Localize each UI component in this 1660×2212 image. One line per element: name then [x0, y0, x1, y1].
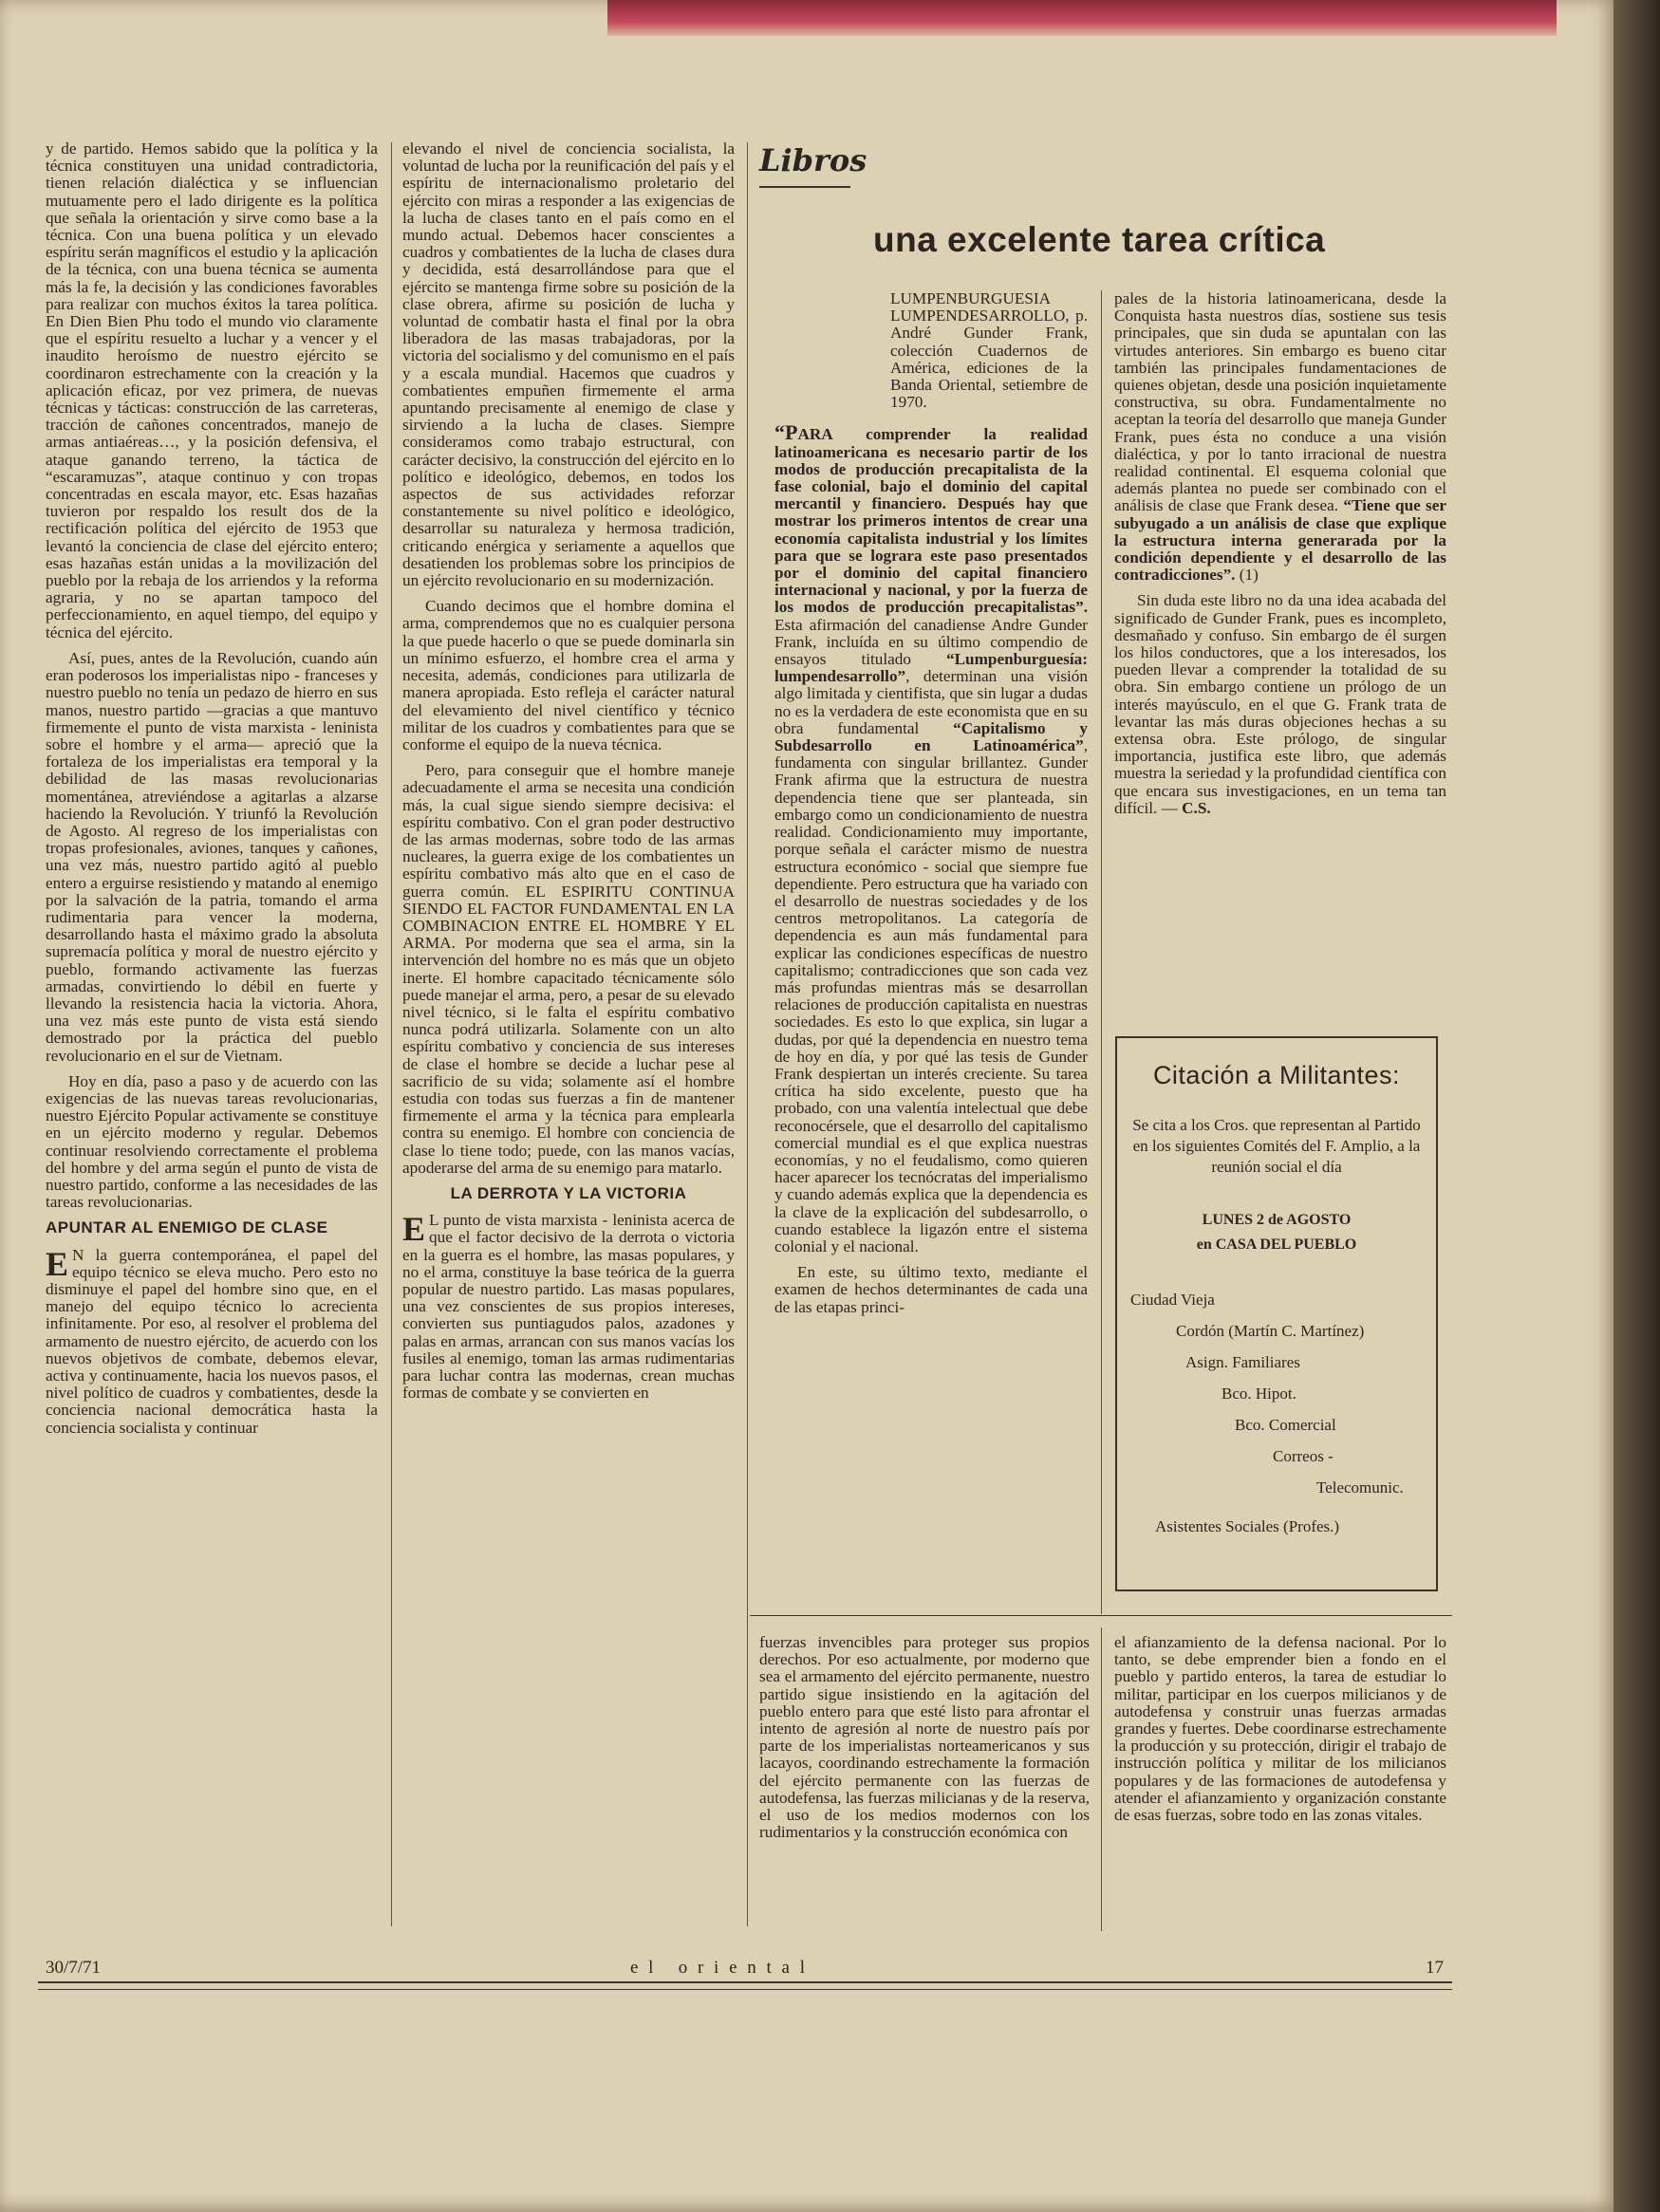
notice-place: Cordón (Martín C. Martínez)	[1176, 1322, 1365, 1340]
book-title-2: “Capitalismo y Subdesarrollo en Latinoamérica”	[774, 718, 1089, 755]
notice-title: Citación a Militantes:	[1152, 1061, 1401, 1089]
section-label: Libros	[759, 142, 867, 178]
notice-box	[1115, 1036, 1438, 1591]
review-paragraph-4	[1114, 592, 1446, 817]
col2-paragraph-3c: Por moderna que sea el arma, sin la intervención del hombre no es más que un objeto inerte. El hombre capacitado técnicamente sólo puede manejar el arma, pero, a pesar de su elevado nivel técnico, si le falta el espíritu combativo nunca podrá utilizarla. Solamente con un alto espíritu combativo y conciencia de sus intereses de clase el hombre se decide a luchar pese al sacrificio de su vida; solamente así el hombre estudia con todas sus fuerzas a fin de mantener firmemente el arma y la técnica para emplearla contra su enemigo. El hombre con conciencia de clase lo tiene todo; puede, con las manos vacías, apoderarse del arma de su enemigo para matarlo.	[402, 934, 735, 1177]
col2-paragraph-1: elevando el nivel de conciencia socialista, la voluntad de lucha por la reunificación del país y el espíritu de internacionalismo proletario del ejército con miras a responder a las exigencias de la lucha de clases tanto en el país como en el mundo actual. Debemos hacer conscientes a cuadros y combatientes de la lucha de clases dura y decidida, está desarrollándose para que el ejército se mantenga firme sobre su posición de la clase obrera, afirme su posición de lucha y voluntad de combatir hasta el final por la obra liberadora de las masas trabajadoras, por la victoria del socialismo y del comunismo en el país y a escala mundial. Hacemos que cuadros y combatientes empuñen firmemente el arma apuntando precisamente al enemigo de clase y sirviendo a la lucha de clases. Siempre consideramos como trabajo estructural, con carácter decisivo, la construcción del ejército en lo político e ideológico, debemos, en todos los aspectos de sus actividades reforzar constantemente su nivel político e ideológico, desarrollar su naturaleza y hermosa tradición, criticando enérgica y seriamente a aquellos que desatienden los problemas sobre los principios de un ejército revolucionario en su modernización.	[402, 139, 735, 590]
review-text-4: pales de la historia latinoamericana, desde la Conquista hasta nuestros días, sostiene sus tesis principales, que sin duda se apuntalan con las virtudes anteriores. Sin embargo es bueno citar también las principales fundamentaciones de quienes objetan, desde una posición inquietamente constructiva, su obra. Fundamentalmente no aceptan la teoría del desarrollo que maneja Gunder Frank, pues ésta no conduce a una visión dialéctica, y por lo tanto irracional de nuestra realidad continental. El esquema colonial que además plantea no puede ser combinado con el análisis de clase que Frank desea.	[1114, 289, 1446, 515]
notice-place: Asign. Familiares	[1185, 1353, 1300, 1371]
col2-paragraph-4	[402, 1212, 735, 1402]
col2-paragraph-3-emphasis: EL ESPIRITU CONTINUA SIENDO EL FACTOR FUNDAMENTAL EN LA COMBINACION ENTRE EL HOMBRE Y EL ARMA.	[402, 882, 736, 953]
review-signature: C.S.	[1182, 798, 1211, 817]
footnote-ref: (1)	[1235, 566, 1259, 585]
col1-paragraph-3: Hoy en día, paso a paso y de acuerdo con las exigencias de las nuevas tareas revolucionarias, nuestro Ejército Popular activamente se constituye en un ejército moderno y regular. Debemos continuar resolviendo correctamente el problema del hombre y del arma según el punto de vista de nuestro partido, conforme a las necesidades de las tareas revolucionarias.	[46, 1071, 378, 1212]
bottom-column-4: el afianzamiento de la defensa nacional. Por lo tanto, se debe emprender bien a fondo en el pueblo y partido enteros, la tarea de estudiar lo militar, participar en los cuerpos milicianos y de autodefensa y construir unas fuerzas armadas grandes y fuertes. Debe coordinarse estrechamente la producción y su protección, dirigir el trabajo de instrucción política y militar de los milicianos populares y de las formaciones de autodefensa y atender el afianzamiento y organización constante de esas fuerzas, sobre todo en las zonas vitales.	[1114, 1633, 1446, 1825]
headline: una excelente tarea crítica	[873, 220, 1326, 259]
section-rule	[759, 186, 850, 188]
review-text-3: , fundamenta con singular brillantez. Gunder Frank afirma que la estructura de nuestra dependencia tiene que ser planteada, sin embargo como un condicionamiento de nuestra realidad. Condicionamiento muy importante, porque señala el carácter mismo de nuestra estructura económico - social que siempre fue dependiente. Pero estructura que ha variado con el desarrollo de nuestras sociedades y de los centros metropolitanos. La categoría de dependencia es aun más fundamental para explicar las condiciones específicas de nuestro capitalismo; contradicciones que son cada vez más profundas mientras más se desarrollan relaciones de producción capitalista en nuestras sociedades. Es esto lo que explica, sin lugar a dudas, por qué la dependencia en nuestro tema de hoy en día, y por qué las tesis de Gunder Frank despiertan un interés creciente. Su tarea crítica ha sido excelente, puesto que ha probado, con una valentía intelectual que debe reconocérsele, que el desarrollo del capitalismo comercial mundial es el que explica nuestras economías, y no el feudalismo, como quieren hacer aparecer los tecnócratas del imperialismo y cuando además explica que la dependencia es la clave de la explicación del subdesarrollo, o cuando establece la ligazón entre el sistema colonial y el nacional.	[774, 736, 1088, 1255]
notice-place: Bco. Comercial	[1235, 1416, 1336, 1434]
col1-paragraph-1: y de partido. Hemos sabido que la política y la técnica constituyen una unidad contradictoria, tienen relación dialéctica y se influencian mutuamente pero el lado dirigente es la política que señala la orientación y sirve como base a la técnica. Con una buena política y un elevado espíritu serán magníficos el estudio y la aplicación de la técnica, con una buena técnica se aumenta más la fe, la decisión y las condiciones favorables para realizar con muchos éxitos la tarea política. En Dien Bien Phu todo el mundo vio claramente que el espíritu resuelto a luchar y a vencer y el inaudito heroísmo de nuestro ejército se coordinaron estrechamente con la creación y la aplicación eficaz, por vez primera, de nuevas técnicas y tácticas: construcción de las carreteras, tracción de cañones concentrados, manejo de armas antiaéreas…, y la posición defensiva, el ataque ganando terreno, la táctica de “escaramuzas”, ataque continuo y con tropas concentradas en escala mayor, etc. Esas hazañas tuvieron por respaldo los result dos de la rectificación política del ejército de 1953 que levantó la conciencia de clase del ejército entero; esas hazañas están unidas a la movilización del pueblo por la rebaja de los arriendos y la reforma agraria, y no se apartan tampoco del perfeccionamiento, en aquel tiempo, del equipo y técnica del ejército.	[46, 139, 378, 641]
binding-tab	[607, 0, 1557, 36]
review-text-5: Sin duda este libro no da una idea acabada del significado de Gunder Frank, pues es incompleto, desmañado y confuso. Sin embargo de él surgen los hilos conductores, que a los interesados, los pueden llevar a comprender la totalidad de su obra. Sin embargo contiene un prólogo de un interés mayúsculo, en el que G. Frank trata de levantar las más duras objeciones hechas a su extensa obra. Este prólogo, de singular importancia, justifica este libro, que además muestra la seriedad y la profundidad científica con que encara sus investigaciones, en un tema tan difícil. —	[1114, 591, 1446, 817]
column-2	[402, 140, 735, 1410]
column-divider	[1101, 290, 1102, 1614]
subhead-apuntar: APUNTAR AL ENEMIGO DE CLASE	[46, 1218, 328, 1237]
notice-place: Ciudad Vieja	[1130, 1291, 1215, 1309]
review-lead: ARA comprender la realidad latinoamericana es necesario partir de los modos de producción precapitalista de la fase colonial, bajo el dominio del capital mercantil y financiero. Después hay que mostrar los primeros intentos de crear una economía capitalista industrial y los límites para que se lograra este paso presentados por el dominio del capital financiero internacional y nacional, y por la fuerza de los modos de producción precapitalistas”.	[774, 425, 1088, 617]
notice-place: Correos -	[1273, 1447, 1334, 1465]
column-divider	[391, 142, 392, 1926]
column-divider	[747, 142, 748, 1926]
review-paragraph-2: En este, su último texto, mediante el examen de hechos determinantes de cada una de las etapas princi-	[774, 1263, 1088, 1316]
notice-place: Telecomunic.	[1316, 1478, 1404, 1496]
book-title-1: “Lumpenburguesía: lumpendesarrollo”	[774, 650, 1088, 686]
column-divider	[1101, 1627, 1102, 1931]
column-3	[774, 290, 1088, 1325]
review-dropcap: “P	[774, 420, 798, 445]
dropcap: E	[402, 1210, 426, 1249]
column-4	[1114, 290, 1446, 826]
footer-rule	[38, 1981, 1452, 1983]
book-reference: LUMPENBURGUESIA LUMPENDESARROLLO, p. André Gunder Frank, colección Cuadernos de América, ediciones de la Banda Oriental, setiembre de 1970.	[890, 289, 1088, 412]
dropcap: E	[46, 1244, 69, 1283]
footer-rule-thin	[38, 1989, 1452, 1990]
notice-date	[1130, 1208, 1423, 1257]
review-paragraph-1	[774, 420, 1089, 1255]
notice-date-line-2: en CASA DEL PUEBLO	[1196, 1236, 1357, 1253]
book-edge	[1613, 0, 1660, 2212]
notice-place: Bco. Hipot.	[1222, 1385, 1296, 1403]
notice-intro: Se cita a los Cros. que representan al Partido en los siguientes Comités del F. Amplio, a la reunión social el día	[1132, 1116, 1421, 1176]
footer-page-number: 17	[1426, 1958, 1444, 1978]
col2-paragraph-3	[402, 762, 735, 1177]
subhead-derrota: LA DERROTA Y LA VICTORIA	[450, 1183, 687, 1202]
review-text-2: , determinan una visión algo limitada y cientifista, que sin lugar a dudas no es la verdadera de este economista que en su obra fundamental	[774, 667, 1088, 737]
review-paragraph-3	[1114, 290, 1446, 584]
footer-publication: e l o r i e n t a l	[630, 1958, 808, 1978]
bottom-column-3: fuerzas invencibles para proteger sus propios derechos. Por eso actualmente, por moderno que sea el armamento del ejército permanente, nuestro partido sigue insistiendo en la agitación del pueblo entero para que esté listo para afrontar el intento de agresión al norte de nuestro país por parte de los imperialistas norteamericanos y sus lacayos, coordinando estrechamente la formación del ejército permanente con las fuerzas de autodefensa, las fuerzas milicianas y de la reserva, el uso de los medios modernos con los rudimentarios y la construcción económica con	[759, 1633, 1090, 1842]
footer-date: 30/7/71	[46, 1958, 102, 1978]
col1-paragraph-4	[46, 1244, 378, 1437]
section-bottom-rule	[750, 1615, 1452, 1616]
col2-paragraph-4-text: L punto de vista marxista - leninista acerca de que el factor decisivo de la derrota o victoria en la guerra es el hombre, las masas populares, y no el arma, constituye la base teórica de la guerra popular de nuestro partido. Las masas populares, una vez conscientes de sus propios intereses, convierten sus puntiagudos palos, azadones y palas en armas, arrancan con sus manos vacías los fusiles al enemigo, toman las armas rudimentarias para luchar contra las modernas, crean muchas formas de combate y se convierten en	[402, 1211, 735, 1403]
col2-paragraph-3a: Pero, para conseguir que el hombre maneje adecuadamente el arma se necesita una condición más, la cual sigue siendo siempre decisiva: el espíritu combativo. Con el gran poder destructivo de las armas modernas, sobre todo de las armas nucleares, la guerra exige de los combatientes un espíritu combativo más alto que en el caso de guerra común.	[402, 761, 735, 901]
column-1	[46, 140, 378, 1445]
review-quote: “Tiene que ser subyugado a un análisis de clase que explique la estructura interna generarada por la condición dependiente y el desarrollo de las contradicciones”.	[1114, 496, 1447, 585]
col1-paragraph-4-text: N la guerra contemporánea, el papel del equipo técnico se eleva mucho. Pero esto no disminuye el papel del hombre sino que, en el manejo del equipo técnico lo acrecienta infinitamente. Por eso, al resolver el problema del armamento de nuestro ejército, de acuerdo con los nuevos objetivos de combate, debemos elevar, activa y continuamente, hacia los nuevos pasos, el nivel político de cuadros y combatientes, desde la conciencia nacional democrática hasta la conciencia socialista y continuar	[46, 1245, 378, 1437]
notice-place: Asistentes Sociales (Profes.)	[1155, 1517, 1340, 1535]
notice-date-line-1: LUNES 2 de AGOSTO	[1202, 1212, 1352, 1228]
col2-paragraph-2: Cuando decimos que el hombre domina el arma, comprendemos que no es cualquier persona la que puede hacerlo o que se puede dominarla sin un mínimo esfuerzo, el hombre crea el arma y necesita, además, condiciones para utilizarla de manera apropiada. Esto refleja el carácter natural del elevamiento del nivel científico y técnico militar de los cuadros y combatientes para que se conforme el equipo de la nueva técnica.	[402, 597, 735, 753]
review-text-1: Esta afirmación del canadiense Andre Gunder Frank, incluída en su último compendio de ensayos titulado	[774, 615, 1088, 669]
col1-paragraph-2: Así, pues, antes de la Revolución, cuando aún eran poderosos los imperialistas nipo - franceses y nuestro pueblo no tenía un pedazo de hierro en sus manos, nuestro partido —gracias a que mantuvo firmemente el punto de vista marxista - leninista sobre el hombre y el arma— apreció que la fortaleza de los imperialistas era temporal y la debilidad de las masas revolucionarias momentánea, atreviéndose a agitarlas a alzarse haciendo la Revolución. Y triunfó la Revolución de Agosto. Al regreso de los imperialistas con tropas profesionales, aviones, tanques y cañones, una vez más, nuestro partido agitó al pueblo entero a erguirse resistiendo y matando al enemigo por la salvación de la patria, tomando el arma rudimentaria para vencer la moderna, desarrollando hasta el máximo grado la absoluta supremacía política y moral de nuestro ejército y pueblo, formando activamente las fuerzas armadas, convirtiendo lo débil en fuerte y llevando la resistencia hacia la victoria. Ahora, una vez más este punto de vista está siendo demostrado por la práctica del pueblo revolucionario en el sur de Vietnam.	[46, 648, 378, 1065]
